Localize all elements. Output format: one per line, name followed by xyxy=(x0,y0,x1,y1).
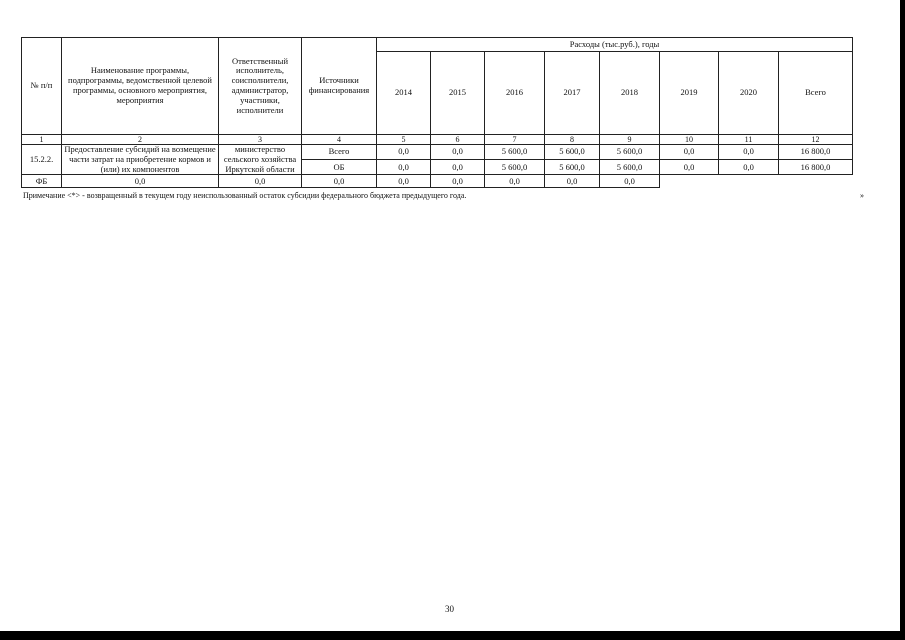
value-cell: 0,0 xyxy=(431,175,485,188)
total-cell: 16 800,0 xyxy=(779,145,853,160)
header-name: Наименование программы, подпрограммы, ведомственной целевой программы, основного мероприятия, мероприятия xyxy=(62,38,219,135)
value-cell: 0,0 xyxy=(377,175,431,188)
header-year: 2020 xyxy=(719,52,779,135)
column-number: 6 xyxy=(431,135,485,145)
scan-border-bottom xyxy=(0,631,905,640)
header-year: 2014 xyxy=(377,52,431,135)
value-cell: 5 600,0 xyxy=(545,145,600,160)
header-year: 2018 xyxy=(600,52,660,135)
table-row xyxy=(22,145,853,160)
value-cell: 0,0 xyxy=(62,175,219,188)
header-year: 2016 xyxy=(485,52,545,135)
page-number: 30 xyxy=(445,604,454,614)
column-number-row xyxy=(22,135,853,145)
value-cell: 5 600,0 xyxy=(600,160,660,175)
header-year: 2015 xyxy=(431,52,485,135)
value-cell: 0,0 xyxy=(660,145,719,160)
header-total: Всего xyxy=(779,52,853,135)
table-row xyxy=(22,175,853,188)
value-cell: 0,0 xyxy=(660,160,719,175)
value-cell: 5 600,0 xyxy=(545,160,600,175)
entry-responsible: министерство сельского хозяйства Иркутской области xyxy=(219,145,302,175)
value-cell: 5 600,0 xyxy=(485,145,545,160)
entry-name: Предоставление субсидий на возмещение части затрат на приобретение кормов и (или) их компонентов xyxy=(62,145,219,175)
budget-table xyxy=(21,37,853,188)
footnote: Примечание <*> - возвращенный в текущем году неиспользованный остаток субсидии федерального бюджета предыдущего года. xyxy=(23,191,467,200)
column-number: 12 xyxy=(779,135,853,145)
column-number: 3 xyxy=(219,135,302,145)
value-cell: 0,0 xyxy=(719,160,779,175)
header-year: 2019 xyxy=(660,52,719,135)
total-cell: 0,0 xyxy=(600,175,660,188)
header-year: 2017 xyxy=(545,52,600,135)
column-number: 11 xyxy=(719,135,779,145)
scan-border-right xyxy=(900,0,905,640)
column-number: 4 xyxy=(302,135,377,145)
value-cell: 0,0 xyxy=(431,145,485,160)
header-responsible: Ответственный исполнитель, соисполнители, администратор, участники, исполнители xyxy=(219,38,302,135)
source-cell: Всего xyxy=(302,145,377,160)
value-cell: 0,0 xyxy=(485,175,545,188)
column-number: 2 xyxy=(62,135,219,145)
column-number: 5 xyxy=(377,135,431,145)
value-cell: 5 600,0 xyxy=(485,160,545,175)
value-cell: 0,0 xyxy=(431,160,485,175)
header-expenses: Расходы (тыс.руб.), годы xyxy=(377,38,853,52)
entry-number: 15.2.2. xyxy=(22,145,62,175)
total-cell: 16 800,0 xyxy=(779,160,853,175)
column-number: 8 xyxy=(545,135,600,145)
column-number: 10 xyxy=(660,135,719,145)
column-number: 9 xyxy=(600,135,660,145)
value-cell: 0,0 xyxy=(545,175,600,188)
header-num: № п/п xyxy=(22,38,62,135)
source-cell: ФБ xyxy=(22,175,62,188)
header-sources: Источники финансирования xyxy=(302,38,377,135)
column-number: 1 xyxy=(22,135,62,145)
source-cell: ОБ xyxy=(302,160,377,175)
header-row-top xyxy=(22,38,853,52)
closing-quote: » xyxy=(860,191,864,200)
value-cell: 0,0 xyxy=(302,175,377,188)
value-cell: 0,0 xyxy=(377,160,431,175)
value-cell: 0,0 xyxy=(719,145,779,160)
value-cell: 0,0 xyxy=(377,145,431,160)
value-cell: 5 600,0 xyxy=(600,145,660,160)
value-cell: 0,0 xyxy=(219,175,302,188)
column-number: 7 xyxy=(485,135,545,145)
